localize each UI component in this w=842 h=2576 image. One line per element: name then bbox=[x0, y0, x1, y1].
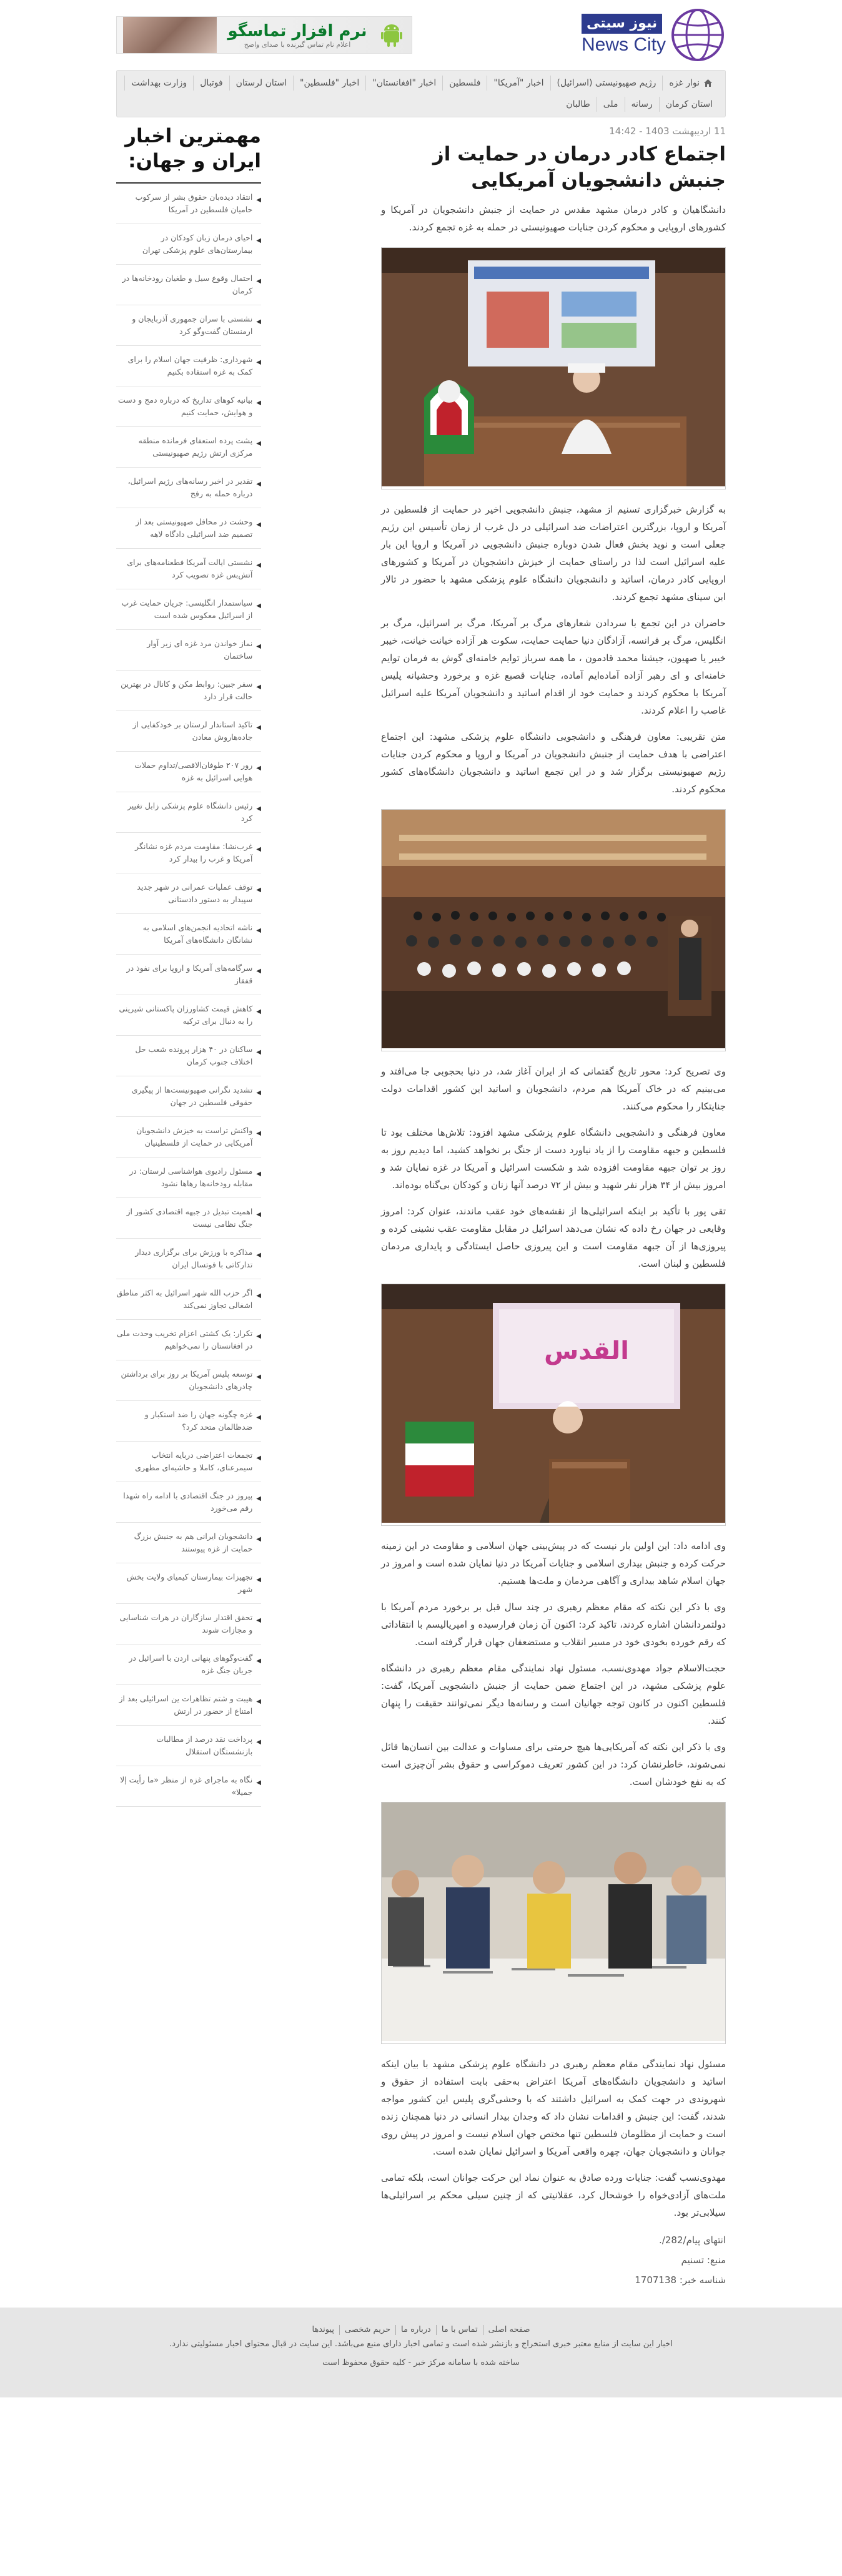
nav-item[interactable] bbox=[597, 97, 625, 112]
footer-link[interactable]: صفحه اصلی bbox=[483, 2325, 535, 2335]
sidebar-news-item[interactable] bbox=[116, 630, 261, 671]
sidebar-news-item[interactable] bbox=[116, 549, 261, 589]
sidebar-news-item[interactable] bbox=[116, 833, 261, 873]
sidebar-news-item[interactable] bbox=[116, 711, 261, 752]
sidebar-news-item[interactable] bbox=[116, 1360, 261, 1401]
sidebar-news-link[interactable]: شهرداری: ظرفیت جهان اسلام را برای کمک به غزه استفاده بکنیم bbox=[127, 355, 253, 376]
sidebar-news-item[interactable] bbox=[116, 468, 261, 508]
ad-image bbox=[123, 17, 217, 53]
sidebar-news-link[interactable]: نماز خواندن مرد غزه ای زیر آوار ساختمان bbox=[147, 639, 253, 661]
sidebar-news-item[interactable] bbox=[116, 1442, 261, 1482]
sidebar-news-item[interactable] bbox=[116, 589, 261, 630]
nav-item-label: وزارت بهداشت bbox=[131, 78, 187, 88]
bullet-icon: ◀ bbox=[256, 1252, 261, 1259]
nav-item[interactable] bbox=[659, 97, 719, 112]
sidebar-news-link[interactable]: سرگامه‌های آمریکا و اروپا برای نفوذ در قفقاز bbox=[126, 963, 253, 985]
bullet-icon: ◀ bbox=[256, 1414, 261, 1421]
footer-link[interactable]: پیوندها bbox=[312, 2325, 335, 2334]
content-area bbox=[116, 124, 726, 2290]
nav-item-label: استان لرستان bbox=[235, 78, 287, 88]
sidebar-news-link[interactable]: رئیس دانشگاه علوم پزشکی زابل تغییر کرد bbox=[127, 801, 253, 823]
footer-link[interactable]: درباره ما bbox=[395, 2325, 436, 2335]
bullet-icon: ◀ bbox=[256, 1698, 261, 1705]
sidebar-news-link[interactable]: بیانیه کوهای تداریخ که درباره دمج و دست و هوایش، حمایت کنیم bbox=[117, 395, 253, 417]
article-paragraph: حاضران در این تجمع با سردادن شعارهای مرگ بر آمریکا، مرگ بر اسرائیل، مرگ بر انگلیس، مرگ بر فرانسه، آزادگان دنیا حمایت حمایت، سکوت هر آزاده خیانت خیانت، خیبر خیبر یا صهیون، جیشنا محمد قادمون ، ما همه سرباز توایم خامنه‌ای گوش به فرمان توایم خامنه‌ای و ای رهبر آزاده آماده‌ایم آماده، جنایات قصبع غزه و برخورد وحشیانه پلیس آمریکا با محکوم کردند و حمایت خود از اقدام اساتید و دانشجویان آمریکا علیه اسرائیل غاصب را اعلام کردند. bbox=[381, 617, 726, 716]
news-id-label: شناسه خبر: 1707138 bbox=[635, 2274, 726, 2286]
sidebar-news-item[interactable] bbox=[116, 995, 261, 1036]
footer-link[interactable]: تماس با ما bbox=[436, 2325, 483, 2335]
sidebar-news-item[interactable] bbox=[116, 427, 261, 468]
footer-disclaimer: اخبار این سایت از منابع معتبر خبری استخراج و بازنشر شده است و تمامی اخبار دارای منبع می‌باشد. این سایت در قبال محتوای اخبار مسئولیتی ندارد. bbox=[169, 2339, 673, 2349]
sidebar-news-item[interactable] bbox=[116, 224, 261, 265]
site-footer bbox=[0, 2308, 842, 2397]
nav-item[interactable] bbox=[193, 76, 229, 91]
sidebar-news-link[interactable]: احیای درمان زبان کودکان در بیمارستان‌های علوم پزشکی تهران bbox=[142, 233, 253, 255]
sidebar-news-item[interactable] bbox=[116, 1766, 261, 1807]
nav-item[interactable] bbox=[442, 76, 487, 91]
bullet-icon: ◀ bbox=[256, 1292, 261, 1299]
article-paragraph: مهدوی‌نسب گفت: جنایات ورده صادق به عنوان نماد این حرکت جوانان است، بلکه تمامی ملت‌های آزادی‌خواه را خوشحال کرد، عقلانیتی که از چنین سیلی محکم بر اسرائیلی‌ها سیلابی‌تر بود. bbox=[381, 2172, 726, 2218]
bullet-icon: ◀ bbox=[256, 927, 261, 934]
sidebar-news-item[interactable] bbox=[116, 184, 261, 224]
sidebar-news-item[interactable] bbox=[116, 1198, 261, 1239]
bullet-icon: ◀ bbox=[256, 562, 261, 569]
bullet-icon: ◀ bbox=[256, 805, 261, 812]
sidebar-news-link[interactable]: اگر حزب الله شهر اسرائیل به اکثر مناطق اشغالی تجاوز نمی‌کند bbox=[116, 1288, 253, 1310]
sidebar-news-link[interactable]: تشدید نگرانی صهیونیست‌ها از پیگیری حقوقی فلسطین در جهان bbox=[131, 1085, 253, 1107]
ad-title: نرم افزار تماسگو bbox=[227, 21, 367, 41]
bullet-icon: ◀ bbox=[256, 1049, 261, 1056]
sidebar-news-item[interactable] bbox=[116, 1523, 261, 1563]
source-label: منبع: تسنیم bbox=[681, 2254, 726, 2266]
article-photo bbox=[381, 247, 726, 489]
bullet-icon: ◀ bbox=[256, 1739, 261, 1746]
article-photo bbox=[381, 1284, 726, 1526]
sidebar-news-link[interactable]: نگاه به ماجرای غزه از منظر «ما رأیت إلا جمیلا» bbox=[120, 1775, 253, 1797]
sidebar-news-link[interactable]: توقف عملیات عمرانی در شهر جدید سپیدار به دستور دادستانی bbox=[137, 882, 253, 904]
sidebar-news-link[interactable]: پیروز در جنگ اقتصادی با ادامه راه شهدا رقم می‌خورد bbox=[123, 1491, 253, 1513]
sidebar-news-item[interactable] bbox=[116, 873, 261, 914]
android-icon bbox=[378, 21, 405, 49]
sidebar-news-item[interactable] bbox=[116, 955, 261, 995]
sidebar-news-link[interactable]: احتمال وقوع سیل و طغیان رودخانه‌ها در کرمان bbox=[122, 273, 253, 295]
sidebar-news-link[interactable]: رور ۲۰۷ طوفان‌الاقصی/تداوم حملات هوایی اسرائیل به غزه bbox=[134, 760, 253, 782]
sidebar-news-item[interactable] bbox=[116, 386, 261, 427]
bullet-icon: ◀ bbox=[256, 197, 261, 204]
site-logo[interactable] bbox=[582, 7, 726, 63]
sidebar-news-link[interactable]: نشستی با سران جمهوری آذربایجان و ارمنستان گفت‌وگو کرد bbox=[132, 314, 253, 336]
bullet-icon: ◀ bbox=[256, 359, 261, 366]
sidebar-news-item[interactable] bbox=[116, 305, 261, 346]
bullet-icon: ◀ bbox=[256, 521, 261, 528]
nav-item-label: ملی bbox=[603, 99, 618, 109]
nav-item-label: فلسطین bbox=[449, 78, 481, 88]
ad-subtitle: اعلام نام تماس گیرنده با صدای واضح bbox=[244, 40, 351, 49]
nav-item-label: نوار غزه bbox=[669, 78, 700, 88]
article-paragraph: وی تصریح کرد: محور تاریخ گفتمانی که از ایران آغاز شد، در دنیا بحجوبی جا می‌افتد و می‌بینیم که در خاک آمریکا هم مردم، دانشجویان و اساتید این کشور اقدامات دولت جنایتکار را محکوم می‌کنند. bbox=[381, 1066, 726, 1112]
sidebar-news-item[interactable] bbox=[116, 671, 261, 711]
nav-item[interactable] bbox=[560, 97, 596, 112]
sidebar-news-link[interactable]: کاهش قیمت کشاورزان پاکستانی شیرینی را به دنبال برای ترکیه bbox=[119, 1004, 253, 1026]
article-datetime: 11 اردیبهشت 1403 - 14:42 bbox=[609, 125, 726, 137]
sidebar-news-item[interactable] bbox=[116, 1563, 261, 1604]
bullet-icon: ◀ bbox=[256, 1536, 261, 1543]
sidebar-news-link[interactable]: وحشت در محافل صهیونیستی بعد از تصمیم ضد اسرائیلی دادگاه لاهه bbox=[135, 517, 253, 539]
page-wrapper bbox=[116, 0, 726, 2290]
sidebar-news-link[interactable]: پرداخت نقد درصد از مطالبات بازنشستگان استقلال bbox=[156, 1734, 253, 1756]
nav-item[interactable] bbox=[124, 76, 193, 91]
sidebar-news-item[interactable] bbox=[116, 346, 261, 386]
article bbox=[381, 124, 726, 2290]
article-paragraph: وی ادامه داد: این اولین بار نیست که در پیش‌بینی جهان اسلامی و مقاومت در این زمینه حرکت کرده و جنبش بیداری اسلامی و جنایات آمریکا در دنیا نمایان شده است و امروز در جهان اسلام شاهد بیداری و آگاهی مردمان و ملت‌ها هستیم. bbox=[381, 1540, 726, 1586]
bullet-icon: ◀ bbox=[256, 846, 261, 853]
article-lead: دانشگاهیان و کادر درمان مشهد مقدس در حمایت از جنبش دانشجویان در آمریکا و کشورهای اروپایی و محکوم کردن جنایات صهیونیستی در حمله به غزه تجمع کردند. bbox=[381, 204, 726, 233]
sidebar-news-link[interactable]: تحقق اقتدار سازگاران در هرات شناسایی و مجازات شوند bbox=[119, 1613, 253, 1635]
ad-text bbox=[227, 22, 367, 49]
nav-item-label: اخبار "فلسطین" bbox=[300, 78, 360, 88]
sidebar-news-link[interactable]: اهمیت تبدیل در جبهه اقتصادی کشور از جنگ نظامی نیست bbox=[126, 1207, 253, 1229]
site-header bbox=[116, 0, 726, 70]
sidebar-news-link[interactable]: تجهیزات بیمارستان کیمیای ولایت بخش شهر bbox=[126, 1572, 253, 1594]
sidebar-news-item[interactable] bbox=[116, 1320, 261, 1360]
nav-item-label: استان کرمان bbox=[665, 99, 713, 109]
logo-english: News City bbox=[581, 34, 666, 55]
sidebar-news-link[interactable]: گفت‌وگوهای پنهانی اردن با اسرائیل در جریان جنگ غزه bbox=[129, 1653, 253, 1675]
nav-item-label: اخبار "افغانستان" bbox=[372, 78, 437, 88]
nav-item[interactable] bbox=[625, 97, 659, 112]
bullet-icon: ◀ bbox=[256, 1333, 261, 1340]
bullet-icon: ◀ bbox=[256, 1211, 261, 1218]
sidebar-news-item[interactable] bbox=[116, 508, 261, 549]
nav-item-label: رسانه bbox=[631, 99, 653, 109]
article-paragraph: به گزارش خبرگزاری تسنیم از مشهد، جنبش دانشجویی اخیر در حمایت از فلسطین در آمریکا و اروپا، بزرگترین اعتراضات ضد اسرائیلی در دل غرب از زمان تأسیس این رژیم جعلی است و نوید بخش فعال شدن دوباره جنبش دانشجویی در آمریکا و اروپا این بار علیه اسرائیل است لذا در راستای حمایت از خیزش دانشجویان در آمریکا و کشورهای اروپایی کادر درمان، اساتید و دانشجویان دانشگاه علوم پزشکی مشهد با حضور در تالار ابن سینای مشهد تجمع کردند. bbox=[381, 504, 726, 602]
sidebar-news-link[interactable]: غرب‌نشا: مقاومت مردم غزه نشانگر آمریکا و غرب را بیدار کرد bbox=[135, 842, 253, 863]
nav-item[interactable] bbox=[365, 76, 442, 91]
article-paragraph: حجت‌الاسلام جواد مهدوی‌نسب، مسئول نهاد نمایندگی مقام معظم رهبری در دانشگاه علوم پزشکی مشهد، در این اجتماع ضمن حمایت از جنبش دانشجویی آمریکا، گفت: فلسطین اکنون در کانون توجه جهانیان است و رسانه‌ها دیگر نمی‌توانند حقیقت را پنهان کنند. bbox=[381, 1663, 726, 1726]
sidebar-news-link[interactable]: سفر جبین: روابط مکن و کانال در بهترین حالت قرار دارد bbox=[121, 679, 253, 701]
nav-item-label: فوتبال bbox=[200, 78, 223, 88]
nav-item[interactable] bbox=[293, 76, 365, 91]
bullet-icon: ◀ bbox=[256, 887, 261, 893]
sidebar-news-item[interactable] bbox=[116, 265, 261, 305]
footer-copyright: ساخته شده با سامانه مرکز خبر - کلیه حقوق محفوظ است bbox=[322, 2358, 520, 2367]
nav-item[interactable] bbox=[550, 76, 663, 91]
bullet-icon: ◀ bbox=[256, 643, 261, 650]
sidebar-news-link[interactable]: ساکنان در ۴۰ هزار پرونده شعب حل اختلاف جنوب کرمان bbox=[135, 1045, 253, 1066]
sidebar-news-item[interactable] bbox=[116, 1117, 261, 1158]
sidebar-news-link[interactable]: نشستی ایالت آمریکا فطعنامه‌های برای آتش‌بس غزه تصویب کرد bbox=[127, 558, 253, 579]
article-paragraph: وی با ذکر این نکته که آمریکایی‌ها هیچ حرمتی برای مساوات و عدالت بین انسان‌ها قائل نمی‌شوند، خاطرنشان کرد: در این کشور تعریف دموکراسی و حقوق بشر آن‌چیزی است که به نفع خودشان است. bbox=[381, 1741, 726, 1787]
sidebar-news-item[interactable] bbox=[116, 1076, 261, 1117]
bullet-icon: ◀ bbox=[256, 1779, 261, 1786]
sidebar-news-item[interactable] bbox=[116, 914, 261, 955]
sidebar-news-link[interactable]: تقدیر در اخبر رسانه‌های رژیم اسرائیل، درباره حمله به رفح bbox=[127, 476, 253, 498]
sidebar-news-item[interactable] bbox=[116, 1401, 261, 1442]
sidebar-news-item[interactable] bbox=[116, 1482, 261, 1523]
bullet-icon: ◀ bbox=[256, 1171, 261, 1177]
article-paragraph: مسئول نهاد نمایندگی مقام معظم رهبری در دانشگاه علوم پزشکی مشهد با بیان اینکه اساتید و دانشجویان دانشگاه‌های آمریکا اعتراض به‌حقی بابت استفاده از حقوق و شهروندی در جهت کمک به اسرائیل داشتند که با وحشی‌گری پلیس این کشور مواجه شدند، گفت: این جنبش و اقدامات نشان داد که وجدان بیدار انسانی در دنیا همچنان زنده است و حمایت از مظلومان فلسطین تنها مختص جهان اسلام نیست و امروز در پیش روی جوانان و دانشجویان جهان، چهره واقعی آمریکا و اسرائیل نمایان شده است. bbox=[381, 2058, 726, 2157]
sidebar-news-link[interactable]: غزه چگونه جهان را ضد استکبار و ضدظالمان متحد کرد؟ bbox=[144, 1410, 253, 1432]
sidebar-news-list bbox=[116, 184, 261, 1807]
end-note: انتهای پیام/282/. bbox=[659, 2234, 726, 2246]
sidebar-news-item[interactable] bbox=[116, 1604, 261, 1644]
article-paragraph: وی با ذکر این نکته که مقام معظم رهبری در چند سال قبل بر برخورد مردم آمریکا با دولتمردانشان اشاره کردند، تاکید کرد: اکنون آن زمان فرارسیده و امپریالیسم با انتقاداتی که رقم خورده بخودی خود در مسیر انقلاب و مستضعفان جهان قرار گرفته است. bbox=[381, 1601, 726, 1648]
bullet-icon: ◀ bbox=[256, 968, 261, 975]
sidebar-news-link[interactable]: تکرار: یک کشتی اعزام تخریب وحدت ملی در افغانستان را نمی‌خواهیم bbox=[116, 1329, 253, 1350]
nav-item[interactable] bbox=[229, 76, 293, 91]
bullet-icon: ◀ bbox=[256, 602, 261, 609]
sidebar-news-item[interactable] bbox=[116, 752, 261, 792]
sidebar-title: مهمترین اخبار ایران و جهان: bbox=[116, 124, 261, 184]
sidebar bbox=[116, 124, 261, 2290]
globe-logo-icon bbox=[670, 7, 726, 63]
bullet-icon: ◀ bbox=[256, 440, 261, 447]
bullet-icon: ◀ bbox=[256, 1576, 261, 1583]
home-icon bbox=[703, 79, 713, 87]
sidebar-news-link[interactable]: ناشه اتحادیه انجمن‌های اسلامی به نشانگان دانشگاه‌های آمریکا bbox=[142, 923, 253, 945]
sidebar-news-item[interactable] bbox=[116, 1279, 261, 1320]
bullet-icon: ◀ bbox=[256, 400, 261, 406]
sidebar-news-link[interactable]: تاکید استاندار لرستان بر خودکفایی از جاده‌هاروش معادن bbox=[132, 720, 253, 742]
bullet-icon: ◀ bbox=[256, 684, 261, 691]
sidebar-news-link[interactable]: تجمعات اعتراضی دربایه انتخاب سیمرعنای، کاملا و حاشیه‌ای مطهری bbox=[135, 1450, 253, 1472]
bullet-icon: ◀ bbox=[256, 278, 261, 285]
bullet-icon: ◀ bbox=[256, 1089, 261, 1096]
sidebar-news-item[interactable] bbox=[116, 1036, 261, 1076]
bullet-icon: ◀ bbox=[256, 481, 261, 488]
bullet-icon: ◀ bbox=[256, 318, 261, 325]
bullet-icon: ◀ bbox=[256, 765, 261, 772]
article-paragraph: تقی پور با تأکید بر اینکه اسرائیلی‌ها از نقشه‌های خود عقب ماندند، عنوان کرد: امروز وقایعی در جهان رخ داده که نشان می‌دهد اسرائیل در مقابل مقاومت عقب نشینی کرده و پیروزی‌ها از آن جبهه مقاومت است و این پیروزی حاصل ایستادگی و پایداری مردمان فلسطین و لبنان است. bbox=[381, 1206, 726, 1269]
bullet-icon: ◀ bbox=[256, 1617, 261, 1624]
sidebar-news-item[interactable] bbox=[116, 1726, 261, 1766]
sidebar-news-link[interactable]: مسئول رادیوی هواشناسی لرستان: در مقابله رودخانه‌ها رهاها نشود bbox=[129, 1166, 253, 1188]
sidebar-news-item[interactable] bbox=[116, 1158, 261, 1198]
sidebar-news-link[interactable]: توسعه پلیس آمریکا بر روز برای برداشتن چادرهای دانشجویان bbox=[121, 1369, 253, 1391]
nav-item-label: اخبار "آمریکا" bbox=[493, 78, 544, 88]
sidebar-news-link[interactable]: انتقاد دیده‌بان حقوق بشر از سرکوب حامیان فلسطین در آمریکا bbox=[135, 192, 253, 214]
sidebar-news-item[interactable] bbox=[116, 1644, 261, 1685]
sidebar-news-link[interactable]: پشت پرده استعفای فرمانده منطقه مرکزی ارتش رژیم صهیونیستی bbox=[138, 436, 253, 458]
nav-item[interactable] bbox=[487, 76, 550, 91]
svg-text:القدس: القدس bbox=[544, 1337, 629, 1365]
bullet-icon: ◀ bbox=[256, 1495, 261, 1502]
article-title: اجتماع کادر درمان در حمایت از جنبش دانشجویان آمریکایی bbox=[432, 143, 726, 192]
sidebar-news-item[interactable] bbox=[116, 1685, 261, 1726]
sidebar-news-link[interactable]: واکنش تراست به خیزش دانشجویان آمریکایی در حمایت از فلسطینیان bbox=[136, 1126, 253, 1148]
article-photo bbox=[381, 809, 726, 1051]
footer-link[interactable]: حریم شخصی bbox=[339, 2325, 395, 2335]
bullet-icon: ◀ bbox=[256, 1008, 261, 1015]
bullet-icon: ◀ bbox=[256, 1658, 261, 1664]
sidebar-news-link[interactable]: هیبت و شتم تظاهرات ین اسرائیلی بعد از امتناع از حضور در ارتش bbox=[119, 1694, 253, 1716]
article-photo bbox=[381, 1802, 726, 2044]
sidebar-news-link[interactable]: دانشجویان ایرانی هم به جنبش بزرگ حمایت از غزه پیوستند bbox=[134, 1531, 253, 1553]
logo-text bbox=[582, 14, 666, 56]
footer-links bbox=[0, 2325, 842, 2335]
nav-item-label: رژیم صهیونیستی (اسرائیل) bbox=[557, 78, 656, 88]
sidebar-news-link[interactable]: سیاستمدار انگلیسی: جریان حمایت غرب از اسرائیل معکوس شده است bbox=[121, 598, 253, 620]
bullet-icon: ◀ bbox=[256, 237, 261, 244]
logo-persian: نیوز سیتی bbox=[582, 14, 662, 34]
ad-banner[interactable] bbox=[116, 16, 412, 54]
bullet-icon: ◀ bbox=[256, 1130, 261, 1137]
bullet-icon: ◀ bbox=[256, 1374, 261, 1380]
main-navbar bbox=[116, 70, 726, 117]
bullet-icon: ◀ bbox=[256, 1455, 261, 1462]
bullet-icon: ◀ bbox=[256, 724, 261, 731]
article-paragraph: متن تقریبی: معاون فرهنگی و دانشجویی دانشگاه علوم پزشکی مشهد: این اجتماع اعتراضی با هدف حمایت از جنبش دانشجویان در آمریکا و اروپا و محکوم کردن جنایات رژیم صهیونیستی برگزار شد و در این تجمع اساتید و دانشجویان دانشگاه‌های کشور محکوم کردند. bbox=[381, 731, 726, 795]
sidebar-news-item[interactable] bbox=[116, 1239, 261, 1279]
nav-item[interactable] bbox=[662, 76, 719, 91]
article-paragraph: معاون فرهنگی و دانشجویی دانشگاه علوم پزشکی مشهد افزود: تلاش‌ها مختلف بود تا فلسطین و جبهه مقاومت را از یاد نیاورد دست از جنگ بر نخواهد کشید، اما دیدیم روز به روز بر توان جبهه مقاومت افزوده شد و شکست اسرائیل و آمریکا در غزه نمایان شد و امروز بیش از ۳۴ هزار نفر شهید و بیش از ۷۲ درصد آنها زنان و کودکان بی‌گناه بوده‌اند. bbox=[381, 1127, 726, 1191]
sidebar-news-link[interactable]: مذاکره با ورزش برای برگزاری دیدار تدارکاتی با فوتسال ایران bbox=[135, 1247, 253, 1269]
nav-item-label: طالبان bbox=[566, 99, 590, 109]
sidebar-news-item[interactable] bbox=[116, 792, 261, 833]
